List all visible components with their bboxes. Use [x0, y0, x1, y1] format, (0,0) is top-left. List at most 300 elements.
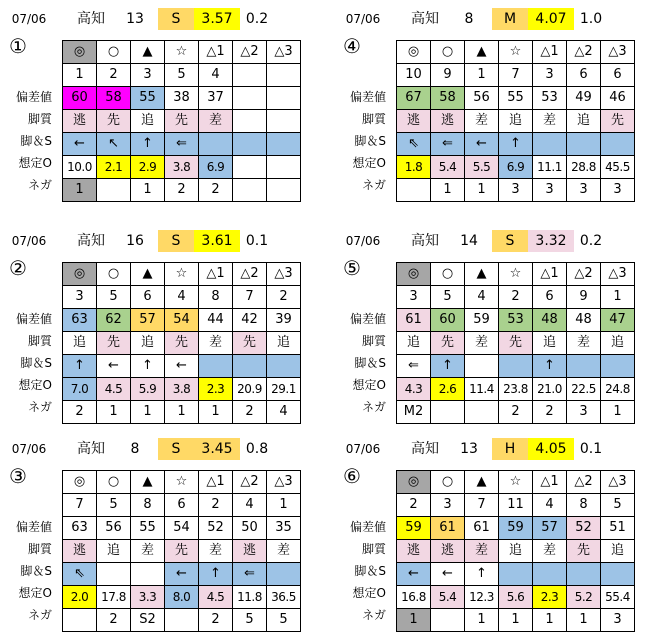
horse-number-cell — [233, 64, 267, 87]
row-labels — [340, 308, 390, 418]
field-size: 16 — [126, 233, 144, 249]
race-class-badge: H — [492, 438, 528, 460]
negative-cell: 2 — [499, 401, 533, 424]
odds-cell: 5.4 — [431, 156, 465, 179]
horse-number-cell: 6 — [165, 494, 199, 517]
position-arrow-cell: ← — [465, 133, 499, 156]
race-header — [6, 6, 326, 30]
mark-cell: △1 — [533, 471, 567, 494]
race-date: 07/06 — [11, 234, 47, 248]
race-date: 07/06 — [11, 442, 47, 456]
position-arrow-cell: ⇐ — [165, 133, 199, 156]
position-arrow-cell — [601, 133, 635, 156]
odds-cell: 2.1 — [97, 156, 131, 179]
mark-cell: △1 — [199, 41, 233, 64]
grid-row-arrows — [63, 355, 301, 378]
grid-row-odds — [397, 586, 635, 609]
running-style-cell: 逃 — [431, 110, 465, 133]
race-date: 07/06 — [345, 12, 381, 26]
horse-number-cell — [267, 64, 301, 87]
row-label: 脚質 — [27, 112, 52, 126]
mark-cell: ○ — [97, 263, 131, 286]
running-style-cell: 差 — [199, 332, 233, 355]
row-label: 脚質 — [361, 334, 386, 348]
score-cell: 48 — [533, 309, 567, 332]
position-arrow-cell — [533, 133, 567, 156]
grid-row-marks — [397, 263, 635, 286]
race-grid — [62, 262, 301, 424]
position-arrow-cell: ← — [397, 563, 431, 586]
race-class-badge: S — [158, 8, 194, 30]
horse-number-cell: 2 — [397, 494, 431, 517]
negative-cell: 1 — [567, 609, 601, 632]
grid-row-nega — [63, 401, 301, 424]
negative-cell: 2 — [199, 179, 233, 202]
race-venue: 高知 — [411, 233, 439, 249]
row-label: 偏差値 — [349, 90, 386, 104]
running-style-cell: 差 — [567, 332, 601, 355]
mark-cell: ☆ — [165, 41, 199, 64]
row-label: 脚質 — [27, 542, 52, 556]
field-size: 8 — [464, 11, 474, 27]
grid-row-arrows — [397, 355, 635, 378]
negative-cell: 1 — [63, 179, 97, 202]
race-index: 3.57 — [194, 8, 240, 30]
grid-row-styles — [397, 540, 635, 563]
odds-cell: 55.4 — [601, 586, 635, 609]
negative-cell: 3 — [601, 179, 635, 202]
odds-cell: 45.5 — [601, 156, 635, 179]
negative-cell: 1 — [499, 609, 533, 632]
race-venue: 高知 — [411, 441, 439, 457]
mark-cell: △3 — [267, 41, 301, 64]
running-style-cell: 追 — [567, 110, 601, 133]
running-style-cell: 先 — [97, 332, 131, 355]
grid-row-styles — [63, 540, 301, 563]
row-label: ネガ — [27, 400, 52, 414]
position-arrow-cell: ← — [431, 563, 465, 586]
race-class-badge: S — [158, 230, 194, 252]
negative-cell: 2 — [165, 179, 199, 202]
score-cell: 52 — [199, 517, 233, 540]
score-cell: 37 — [199, 87, 233, 110]
horse-number-cell: 2 — [199, 494, 233, 517]
field-size: 14 — [460, 233, 478, 249]
horse-number-cell: 4 — [165, 286, 199, 309]
score-cell: 38 — [165, 87, 199, 110]
position-arrow-cell — [233, 133, 267, 156]
grid-row-arrows — [397, 133, 635, 156]
grid-row-marks — [397, 41, 635, 64]
row-label: 脚＆S — [20, 564, 52, 578]
negative-cell: 2 — [199, 609, 233, 632]
row-label: 脚質 — [361, 542, 386, 556]
race-index: 3.61 — [194, 230, 240, 252]
row-label: 想定O — [18, 378, 52, 392]
position-arrow-cell: ↑ — [131, 133, 165, 156]
odds-cell: 22.5 — [567, 378, 601, 401]
odds-cell: 11.1 — [533, 156, 567, 179]
running-style-cell: 追 — [601, 332, 635, 355]
row-labels — [6, 308, 56, 418]
running-style-cell: 先 — [567, 540, 601, 563]
grid-row-horses — [63, 286, 301, 309]
horse-number-cell: 3 — [397, 286, 431, 309]
row-label: 偏差値 — [15, 520, 52, 534]
negative-cell: 4 — [267, 401, 301, 424]
negative-cell: 2 — [97, 609, 131, 632]
position-arrow-cell: ↑ — [131, 355, 165, 378]
running-style-cell: 追 — [267, 332, 301, 355]
race-deviation: 1.0 — [579, 11, 603, 27]
position-arrow-cell — [499, 563, 533, 586]
position-arrow-cell — [131, 563, 165, 586]
odds-cell: 2.3 — [199, 378, 233, 401]
grid-row-styles — [397, 332, 635, 355]
position-arrow-cell: ↑ — [63, 355, 97, 378]
row-label: 脚＆S — [354, 134, 386, 148]
odds-cell: 2.0 — [63, 586, 97, 609]
mark-cell: ◎ — [63, 471, 97, 494]
horse-number-cell: 1 — [465, 64, 499, 87]
horse-number-cell: 4 — [199, 64, 233, 87]
grid-row-arrows — [63, 133, 301, 156]
race-grid — [396, 470, 635, 632]
mark-cell: ◎ — [397, 41, 431, 64]
race-class-badge: S — [158, 438, 194, 460]
horse-number-cell: 7 — [233, 286, 267, 309]
grid-row-horses — [63, 64, 301, 87]
running-style-cell: 差 — [533, 110, 567, 133]
grid-row-horses — [63, 494, 301, 517]
odds-cell: 4.5 — [97, 378, 131, 401]
position-arrow-cell: ⇐ — [397, 355, 431, 378]
mark-cell: ☆ — [165, 471, 199, 494]
position-arrow-cell: ↑ — [431, 355, 465, 378]
horse-number-cell: 11 — [499, 494, 533, 517]
horse-number-cell: 5 — [431, 286, 465, 309]
horse-number-cell: 9 — [567, 286, 601, 309]
odds-cell: 21.0 — [533, 378, 567, 401]
mark-cell: △2 — [233, 263, 267, 286]
running-style-cell: 追 — [601, 540, 635, 563]
running-style-cell: 差 — [465, 110, 499, 133]
grid-row-scores — [63, 517, 301, 540]
position-arrow-cell — [199, 355, 233, 378]
score-cell: 61 — [465, 517, 499, 540]
mark-cell: △3 — [267, 471, 301, 494]
running-style-cell: 逃 — [431, 540, 465, 563]
position-arrow-cell: ↑ — [499, 133, 533, 156]
race-card — [340, 436, 660, 641]
row-labels — [6, 86, 56, 196]
grid-row-arrows — [63, 563, 301, 586]
odds-cell: 20.9 — [233, 378, 267, 401]
position-arrow-cell: ↑ — [465, 563, 499, 586]
horse-number-cell: 3 — [533, 64, 567, 87]
horse-number-cell: 5 — [165, 64, 199, 87]
race-deviation: 0.1 — [245, 233, 269, 249]
mark-cell: △2 — [233, 41, 267, 64]
score-cell: 50 — [233, 517, 267, 540]
race-date: 07/06 — [345, 442, 381, 456]
race-index: 3.32 — [528, 230, 574, 252]
race-header — [340, 6, 660, 30]
mark-cell: ◎ — [397, 263, 431, 286]
position-arrow-cell: ← — [165, 355, 199, 378]
negative-cell: 1 — [97, 401, 131, 424]
score-cell: 58 — [431, 87, 465, 110]
odds-cell: 5.4 — [431, 586, 465, 609]
position-arrow-cell: ⇐ — [431, 133, 465, 156]
score-cell: 55 — [131, 87, 165, 110]
mark-cell: ○ — [431, 41, 465, 64]
odds-cell: 11.4 — [465, 378, 499, 401]
race-number: ⑤ — [343, 256, 361, 280]
row-label: ネガ — [27, 608, 52, 622]
odds-cell: 17.8 — [97, 586, 131, 609]
field-size: 13 — [126, 11, 144, 27]
position-arrow-cell — [601, 355, 635, 378]
race-number: ③ — [9, 464, 27, 488]
running-style-cell: 逃 — [63, 110, 97, 133]
score-cell: 56 — [97, 517, 131, 540]
horse-number-cell: 6 — [533, 286, 567, 309]
race-number: ① — [9, 34, 27, 58]
running-style-cell: 追 — [397, 332, 431, 355]
race-card — [340, 228, 660, 433]
race-grid — [62, 470, 301, 632]
negative-cell: 1 — [465, 179, 499, 202]
running-style-cell: 先 — [431, 332, 465, 355]
horse-number-cell: 8 — [199, 286, 233, 309]
running-style-cell: 逃 — [397, 110, 431, 133]
row-label: 偏差値 — [349, 312, 386, 326]
odds-cell: 2.6 — [431, 378, 465, 401]
mark-cell: ☆ — [499, 471, 533, 494]
mark-cell: △2 — [233, 471, 267, 494]
running-style-cell: 差 — [199, 110, 233, 133]
score-cell: 51 — [601, 517, 635, 540]
row-label: 想定O — [18, 156, 52, 170]
horse-number-cell: 7 — [63, 494, 97, 517]
position-arrow-cell: ↑ — [199, 563, 233, 586]
score-cell: 47 — [601, 309, 635, 332]
mark-cell: △1 — [199, 263, 233, 286]
mark-cell: △1 — [199, 471, 233, 494]
negative-cell — [431, 609, 465, 632]
position-arrow-cell — [601, 563, 635, 586]
running-style-cell: 追 — [131, 332, 165, 355]
mark-cell: ◎ — [63, 263, 97, 286]
mark-cell: △3 — [601, 41, 635, 64]
row-label: ネガ — [361, 400, 386, 414]
score-cell: 61 — [397, 309, 431, 332]
row-label: 脚質 — [361, 112, 386, 126]
negative-cell: M2 — [397, 401, 431, 424]
running-style-cell: 先 — [165, 540, 199, 563]
race-index: 4.07 — [528, 8, 574, 30]
race-card — [6, 228, 326, 433]
odds-cell: 5.5 — [465, 156, 499, 179]
grid-row-nega — [63, 179, 301, 202]
running-style-cell: 先 — [233, 332, 267, 355]
race-header — [340, 228, 660, 252]
horse-number-cell: 5 — [97, 286, 131, 309]
running-style-cell — [267, 110, 301, 133]
grid-row-marks — [63, 471, 301, 494]
negative-cell — [397, 179, 431, 202]
grid-row-nega — [397, 179, 635, 202]
grid-row-nega — [63, 609, 301, 632]
running-style-cell: 逃 — [233, 540, 267, 563]
grid-row-odds — [63, 586, 301, 609]
score-cell: 39 — [267, 309, 301, 332]
race-date: 07/06 — [11, 12, 47, 26]
score-cell — [233, 87, 267, 110]
horse-number-cell: 5 — [601, 494, 635, 517]
odds-cell: 5.9 — [131, 378, 165, 401]
odds-cell: 10.0 — [63, 156, 97, 179]
horse-number-cell: 6 — [567, 64, 601, 87]
mark-cell: △2 — [567, 263, 601, 286]
position-arrow-cell — [567, 355, 601, 378]
position-arrow-cell: ← — [165, 563, 199, 586]
row-label: 想定O — [352, 156, 386, 170]
negative-cell: 1 — [165, 401, 199, 424]
horse-number-cell: 6 — [131, 286, 165, 309]
row-label: ネガ — [361, 178, 386, 192]
mark-cell: ☆ — [165, 263, 199, 286]
row-label: 脚＆S — [354, 564, 386, 578]
odds-cell: 5.6 — [499, 586, 533, 609]
odds-cell: 23.8 — [499, 378, 533, 401]
race-grid — [62, 40, 301, 202]
position-arrow-cell — [465, 355, 499, 378]
negative-cell: 1 — [199, 401, 233, 424]
grid-row-horses — [397, 494, 635, 517]
score-cell: 62 — [97, 309, 131, 332]
grid-row-scores — [397, 309, 635, 332]
negative-cell: 3 — [567, 401, 601, 424]
grid-row-nega — [397, 609, 635, 632]
odds-cell: 24.8 — [601, 378, 635, 401]
race-card — [6, 436, 326, 641]
score-cell: 63 — [63, 309, 97, 332]
position-arrow-cell: ↑ — [533, 355, 567, 378]
odds-cell: 8.0 — [165, 586, 199, 609]
odds-cell: 7.0 — [63, 378, 97, 401]
race-deviation: 0.1 — [579, 441, 603, 457]
row-label: 脚＆S — [20, 134, 52, 148]
horse-number-cell: 3 — [131, 64, 165, 87]
grid-row-scores — [63, 87, 301, 110]
negative-cell — [165, 609, 199, 632]
position-arrow-cell — [267, 563, 301, 586]
race-class-badge: M — [492, 8, 528, 30]
grid-row-scores — [397, 87, 635, 110]
position-arrow-cell: ← — [97, 355, 131, 378]
negative-cell: 1 — [131, 401, 165, 424]
position-arrow-cell: ⇖ — [397, 133, 431, 156]
running-style-cell: 先 — [165, 332, 199, 355]
grid-row-horses — [397, 286, 635, 309]
running-style-cell: 追 — [63, 332, 97, 355]
mark-cell: ○ — [97, 41, 131, 64]
score-cell: 42 — [233, 309, 267, 332]
mark-cell: △3 — [601, 471, 635, 494]
race-deviation: 0.2 — [245, 11, 269, 27]
grid-row-marks — [63, 41, 301, 64]
horse-number-cell: 7 — [499, 64, 533, 87]
horse-number-cell: 2 — [267, 286, 301, 309]
grid-row-odds — [397, 378, 635, 401]
race-index: 3.45 — [194, 438, 240, 460]
position-arrow-cell — [267, 355, 301, 378]
race-grid — [396, 262, 635, 424]
position-arrow-cell: ↖ — [97, 133, 131, 156]
position-arrow-cell — [533, 563, 567, 586]
negative-cell — [465, 401, 499, 424]
race-class-badge: S — [492, 230, 528, 252]
negative-cell: 5 — [267, 609, 301, 632]
running-style-cell: 追 — [131, 110, 165, 133]
score-cell: 59 — [397, 517, 431, 540]
mark-cell: △3 — [601, 263, 635, 286]
horse-number-cell: 5 — [97, 494, 131, 517]
grid-row-odds — [63, 156, 301, 179]
score-cell: 48 — [567, 309, 601, 332]
race-grid — [396, 40, 635, 202]
negative-cell: 1 — [131, 179, 165, 202]
running-style-cell: 追 — [499, 110, 533, 133]
negative-cell — [233, 179, 267, 202]
horse-number-cell: 4 — [233, 494, 267, 517]
odds-cell: 11.8 — [233, 586, 267, 609]
odds-cell: 28.8 — [567, 156, 601, 179]
score-cell: 67 — [397, 87, 431, 110]
row-label: ネガ — [27, 178, 52, 192]
horse-number-cell: 2 — [97, 64, 131, 87]
negative-cell: 3 — [601, 609, 635, 632]
grid-row-odds — [397, 156, 635, 179]
odds-cell: 29.1 — [267, 378, 301, 401]
position-arrow-cell: ← — [63, 133, 97, 156]
score-cell: 46 — [601, 87, 635, 110]
mark-cell: △2 — [567, 471, 601, 494]
row-label: 脚質 — [27, 334, 52, 348]
running-style-cell: 先 — [499, 332, 533, 355]
race-number: ② — [9, 256, 27, 280]
running-style-cell: 逃 — [63, 540, 97, 563]
mark-cell: ▲ — [465, 471, 499, 494]
odds-cell: 2.9 — [131, 156, 165, 179]
race-header — [6, 228, 326, 252]
score-cell: 53 — [499, 309, 533, 332]
running-style-cell — [233, 110, 267, 133]
running-style-cell: 先 — [601, 110, 635, 133]
negative-cell: 1 — [465, 609, 499, 632]
score-cell: 55 — [499, 87, 533, 110]
negative-cell: 1 — [601, 401, 635, 424]
score-cell: 54 — [165, 309, 199, 332]
race-date: 07/06 — [345, 234, 381, 248]
row-labels — [340, 516, 390, 626]
mark-cell: △3 — [267, 263, 301, 286]
odds-cell: 5.2 — [567, 586, 601, 609]
grid-row-arrows — [397, 563, 635, 586]
mark-cell: ▲ — [465, 263, 499, 286]
